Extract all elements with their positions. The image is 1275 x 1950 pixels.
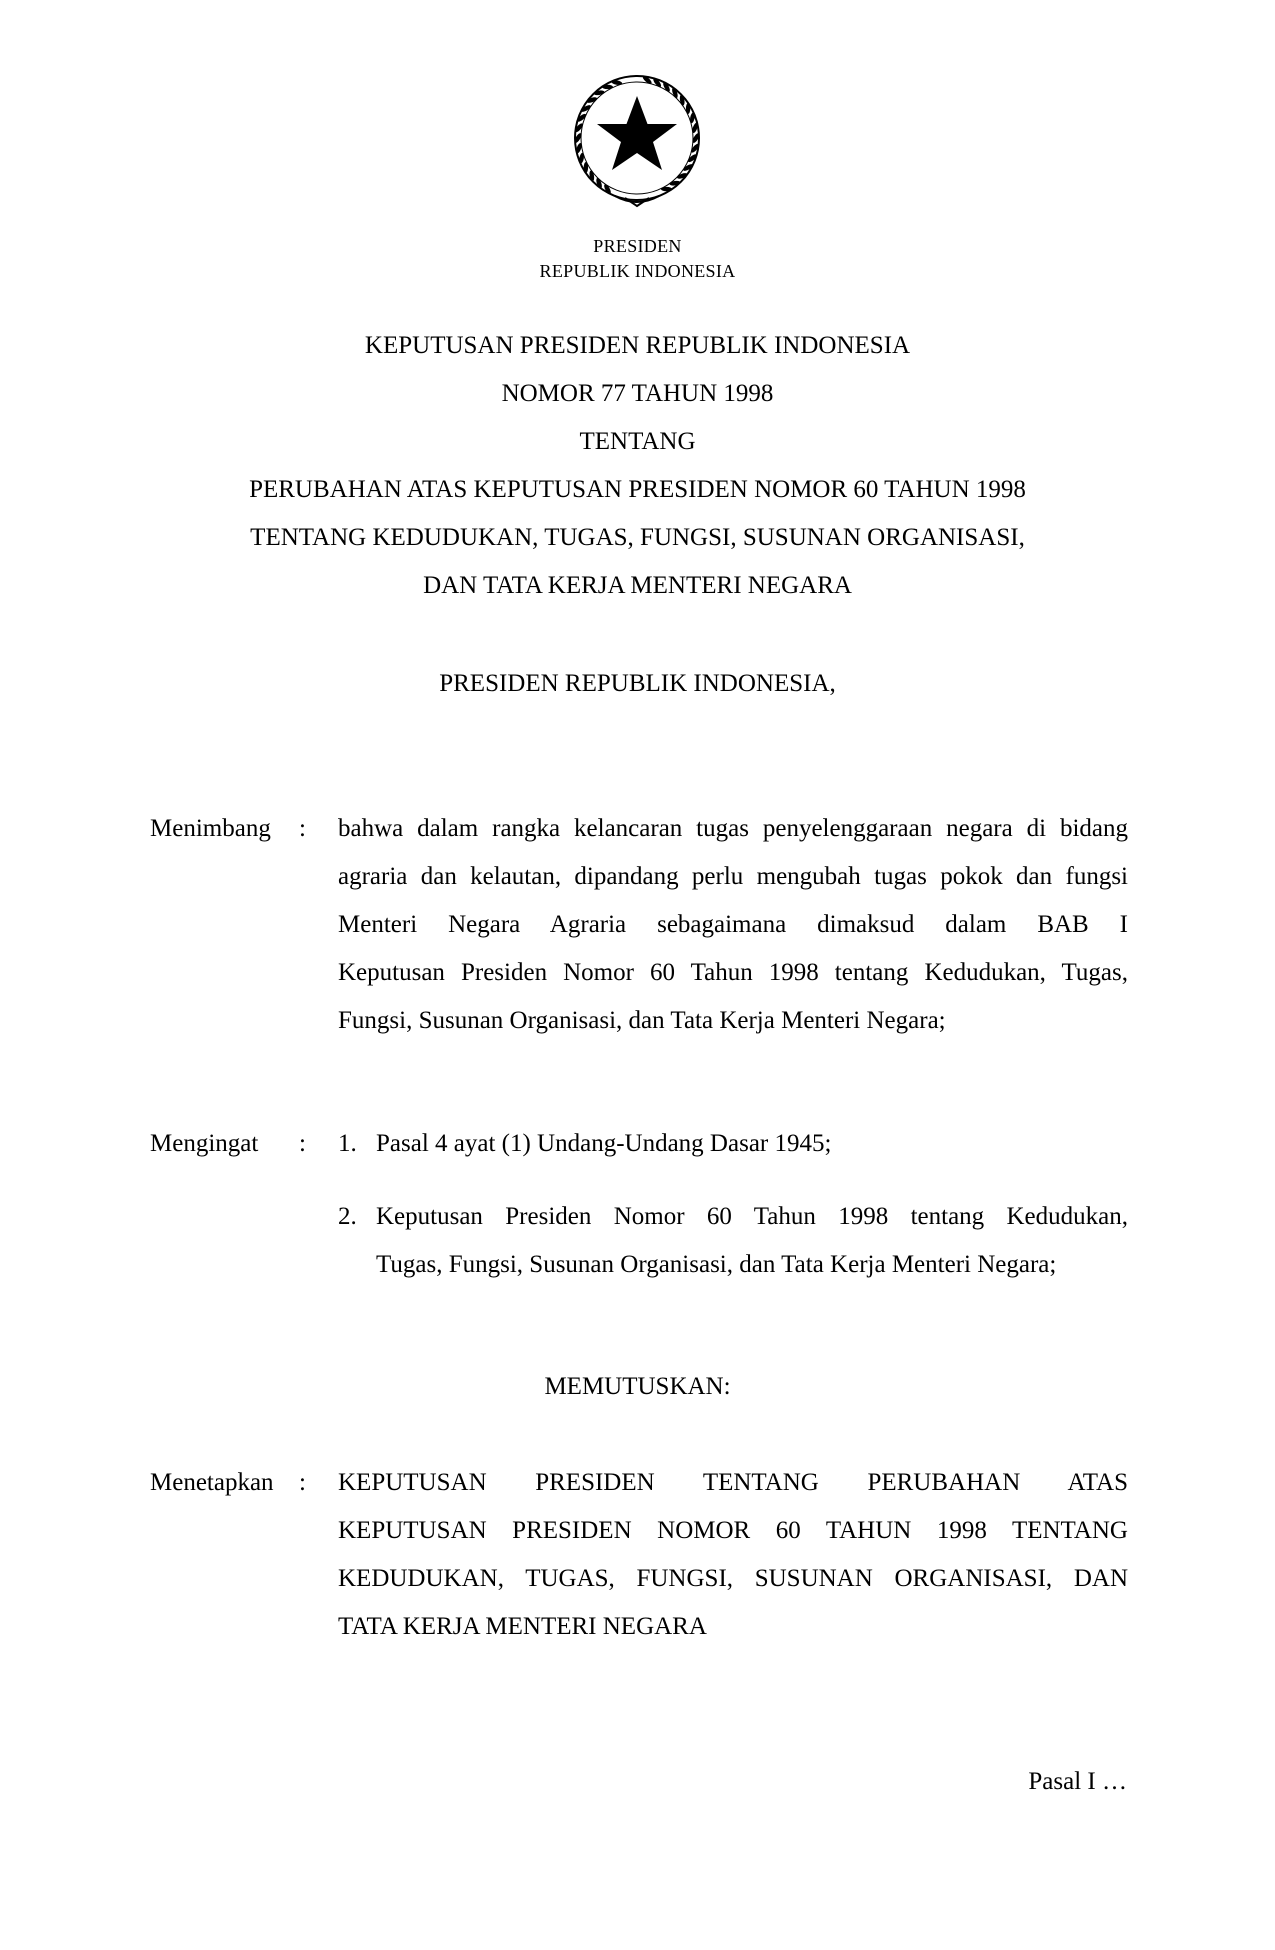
menimbang-colon: :	[299, 815, 306, 842]
issuer-line: PRESIDEN REPUBLIK INDONESIA,	[439, 670, 836, 697]
garuda-star-emblem-icon	[553, 58, 721, 218]
title-line-2: NOMOR 77 TAHUN 1998	[501, 380, 774, 407]
memutuskan-heading: MEMUTUSKAN:	[544, 1373, 731, 1400]
mengingat-item-1-number: 1.	[338, 1130, 357, 1157]
title-line-5: TENTANG KEDUDUKAN, TUGAS, FUNGSI, SUSUNAN ORGANISASI,	[250, 524, 1025, 551]
menetapkan-colon: :	[299, 1469, 306, 1496]
menimbang-label: Menimbang	[150, 815, 271, 842]
menimbang-line-5: Fungsi, Susunan Organisasi, dan Tata Kerja Menteri Negara;	[338, 1007, 946, 1034]
next-page-marker: Pasal I …	[1028, 1768, 1127, 1795]
menetapkan-line-1: KEPUTUSAN PRESIDEN TENTANG PERUBAHAN ATAS	[338, 1469, 1128, 1496]
emblem-caption-line1: PRESIDEN	[593, 236, 682, 256]
emblem-caption-line2: REPUBLIK INDONESIA	[539, 261, 736, 281]
menimbang-line-4: Keputusan Presiden Nomor 60 Tahun 1998 tentang Kedudukan, Tugas,	[338, 959, 1128, 986]
mengingat-item-2-line-2: Tugas, Fungsi, Susunan Organisasi, dan Tata Kerja Menteri Negara;	[376, 1251, 1057, 1278]
menimbang-line-1: bahwa dalam rangka kelancaran tugas penyelenggaraan negara di bidang	[338, 815, 1128, 842]
title-line-1: KEPUTUSAN PRESIDEN REPUBLIK INDONESIA	[364, 332, 911, 359]
menimbang-line-3: Menteri Negara Agraria sebagaimana dimaksud dalam BAB I	[338, 911, 1128, 938]
mengingat-item-1-line-1: Pasal 4 ayat (1) Undang-Undang Dasar 1945;	[376, 1130, 832, 1157]
title-line-6: DAN TATA KERJA MENTERI NEGARA	[423, 572, 852, 599]
mengingat-colon: :	[299, 1130, 306, 1157]
menetapkan-label: Menetapkan	[150, 1469, 274, 1496]
menimbang-line-2: agraria dan kelautan, dipandang perlu mengubah tugas pokok dan fungsi	[338, 863, 1128, 890]
menetapkan-line-2: KEPUTUSAN PRESIDEN NOMOR 60 TAHUN 1998 TENTANG	[338, 1517, 1128, 1544]
menetapkan-line-4: TATA KERJA MENTERI NEGARA	[338, 1613, 707, 1640]
mengingat-label: Mengingat	[150, 1130, 259, 1157]
title-line-3: TENTANG	[579, 428, 696, 455]
mengingat-item-2-number: 2.	[338, 1203, 357, 1230]
menetapkan-line-3: KEDUDUKAN, TUGAS, FUNGSI, SUSUNAN ORGANISASI, DAN	[338, 1565, 1128, 1592]
title-line-4: PERUBAHAN ATAS KEPUTUSAN PRESIDEN NOMOR 60 TAHUN 1998	[249, 476, 1026, 503]
mengingat-item-2-line-1: Keputusan Presiden Nomor 60 Tahun 1998 tentang Kedudukan,	[376, 1203, 1128, 1230]
